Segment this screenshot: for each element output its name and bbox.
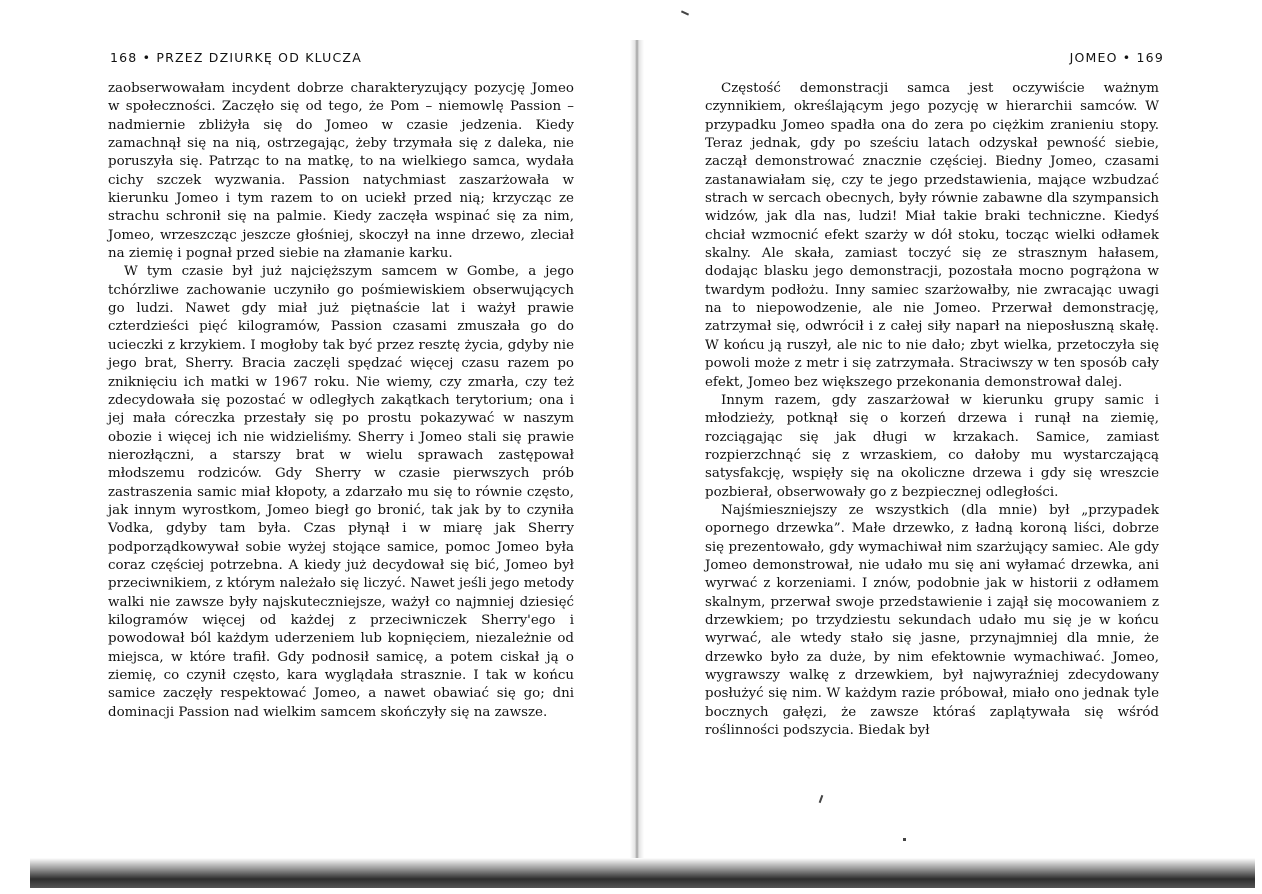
book-gutter bbox=[630, 40, 644, 860]
left-page-body bbox=[108, 80, 574, 722]
scan-speck bbox=[681, 10, 689, 15]
paragraph: zaobserwowałam incydent dobrze charakteryzujący pozycję Jomeo w społeczności. Zaczęło się od tego, że Pom – niemowlę Passion – nadmiernie zbliżyła się do Jomeo w czasie jedzenia. Kiedy zamachnął się na nią, ostrzegając, żeby trzymała się z daleka, nie poruszyła się. Patrząc to na matkę, to na wielkiego samca, wydała cichy szczek wyzwania. Passion natychmiast zaszarżowała w kierunku Jomeo i tym razem to on uciekł przed nią; krzycząc ze strachu schronił się na palmie. Kiedy zaczęła wspinać się za nim, Jomeo, wrzeszcząc jeszcze głośniej, skoczył na inne drzewo, zleciał na ziemię i pognał przed siebie na złamanie karku. bbox=[108, 81, 574, 262]
scan-speck bbox=[903, 838, 906, 841]
paragraph: Innym razem, gdy zaszarżował w kierunku grupy samic i młodzieży, potknął się o korzeń drzewa i runął na ziemię, rozciągając się jak długi w krzakach. Samice, zamiast rozpierzchnąć się z wrzaskiem, co dałoby mu wystarczającą satysfakcję, wspięły się na okoliczne drzewa i gdy się wreszcie pozbierał, obserwowały go z bezpiecznej odległości. bbox=[705, 392, 1159, 500]
paragraph: W tym czasie był już najcięższym samcem w Gombe, a jego tchórzliwe zachowanie uczyniło go pośmiewiskiem obserwujących go ludzi. Nawet gdy miał już piętnaście lat i ważył prawie czterdzieści pięć kilogramów, Passion czasami zmuszała go do ucieczki z krzykiem. I mogłoby tak być przez resztę życia, gdyby nie jego brat, Sherry. Bracia zaczęli spędzać więcej czasu razem po zniknięciu ich matki w 1967 roku. Nie wiemy, czy zmarła, czy też zdecydowała się pozostać w odległych zakątkach terytorium; ona i jej mała córeczka przestały się po prostu pokazywać w naszym obozie i więcej ich nie widzieliśmy. Sherry i Jomeo stali się prawie nierozłączni, a starszy brat w wielu sprawach zastępował młodszemu rodziców. Gdy Sherry w czasie pierwszych prób zastraszenia samic miał kłopoty, a zdarzało mu się to równie często, jak innym wyrostkom, Jomeo biegł go bronić, tak jak by to czyniła Vodka, gdyby tam była. Czas płynął i w miarę jak Sherry podporządkowywał sobie wyżej stojące samice, pomoc Jomeo była coraz częściej potrzebna. A kiedy już decydował się bić, Jomeo był przeciwnikiem, z którym należało się liczyć. Nawet jeśli jego metody walki nie zawsze były najskuteczniejsze, ważył co najmniej dziesięć kilogramów więcej od każdej z przeciwniczek Sherry'ego i powodował ból każdym uderzeniem lub kopnięciem, niezależnie od miejsca, w które trafił. Gdy podnosił samicę, a potem ciskał ją o ziemię, co czynił często, kara wyglądała strasznie. I tak w końcu samice zaczęły respektować Jomeo, a nawet obawiać się go; dni dominacji Passion nad wielkim samcem skończyły się na zawsze. bbox=[108, 264, 574, 720]
scan-bottom-edge bbox=[30, 858, 1255, 888]
right-page-header: JOMEO • 169 bbox=[1069, 50, 1164, 65]
scan-speck bbox=[819, 795, 824, 803]
right-page-body bbox=[705, 80, 1159, 740]
left-page-header: 168 • PRZEZ DZIURKĘ OD KLUCZA bbox=[110, 50, 362, 65]
paragraph: Najśmieszniejszy ze wszystkich (dla mnie) był „przypadek opornego drzewka”. Małe drzewko, z ładną koroną liści, dobrze się prezentowało, gdy wymachiwał nim szarżujący samiec. Ale gdy Jomeo demonstrował, nie udało mu się ani wyłamać drzewka, ani wyrwać z korzeniami. I znów, podobnie jak w historii z odłamem skalnym, przerwał swoje przedstawienie i zajął się mocowaniem z drzewkiem; po trzydziestu sekundach udało mu się je w końcu wyrwać, ale wtedy stało się jasne, przynajmniej dla mnie, że drzewko było za duże, by nim efektownie wymachiwać. Jomeo, wygrawszy walkę z drzewkiem, był najwyraźniej zdecydowany posłużyć się nim. W każdym razie próbował, miało ono jednak tyle bocznych gałęzi, że zawsze któraś zaplątywała się wśród roślinności podszycia. Biedak był bbox=[705, 502, 1159, 739]
paragraph: Częstość demonstracji samca jest oczywiście ważnym czynnikiem, określającym jego pozycję w hierarchii samców. W przypadku Jomeo spadła ona do zera po ciężkim zranieniu stopy. Teraz jednak, gdy po sześciu latach odzyskał pewność siebie, zaczął demonstrować znacznie częściej. Biedny Jomeo, czasami zastanawiałam się, czy te jego przedstawienia, mające wzbudzać strach w sercach obecnych, były równie zabawne dla szympansich widzów, jak dla nas, ludzi! Miał takie braki techniczne. Kiedyś chciał wzmocnić efekt szarży w dół stoku, tocząc wielki odłamek skalny. Ale skała, zamiast toczyć się ze strasznym hałasem, dodając blasku jego demonstracji, pozostała mocno pogrążona w twardym podłożu. Inny samiec szarżowałby, nie zwracając uwagi na to niepowodzenie, ale nie Jomeo. Przerwał demonstrację, zatrzymał się, odwrócił i z całej siły naparł na nieposłuszną skałę. W końcu ją ruszył, ale nic to nie dało; zbyt wielka, przetoczyła się powoli może z metr i się zatrzymała. Straciwszy w ten sposób cały efekt, Jomeo bez większego przekonania demonstrował dalej. bbox=[705, 81, 1159, 390]
